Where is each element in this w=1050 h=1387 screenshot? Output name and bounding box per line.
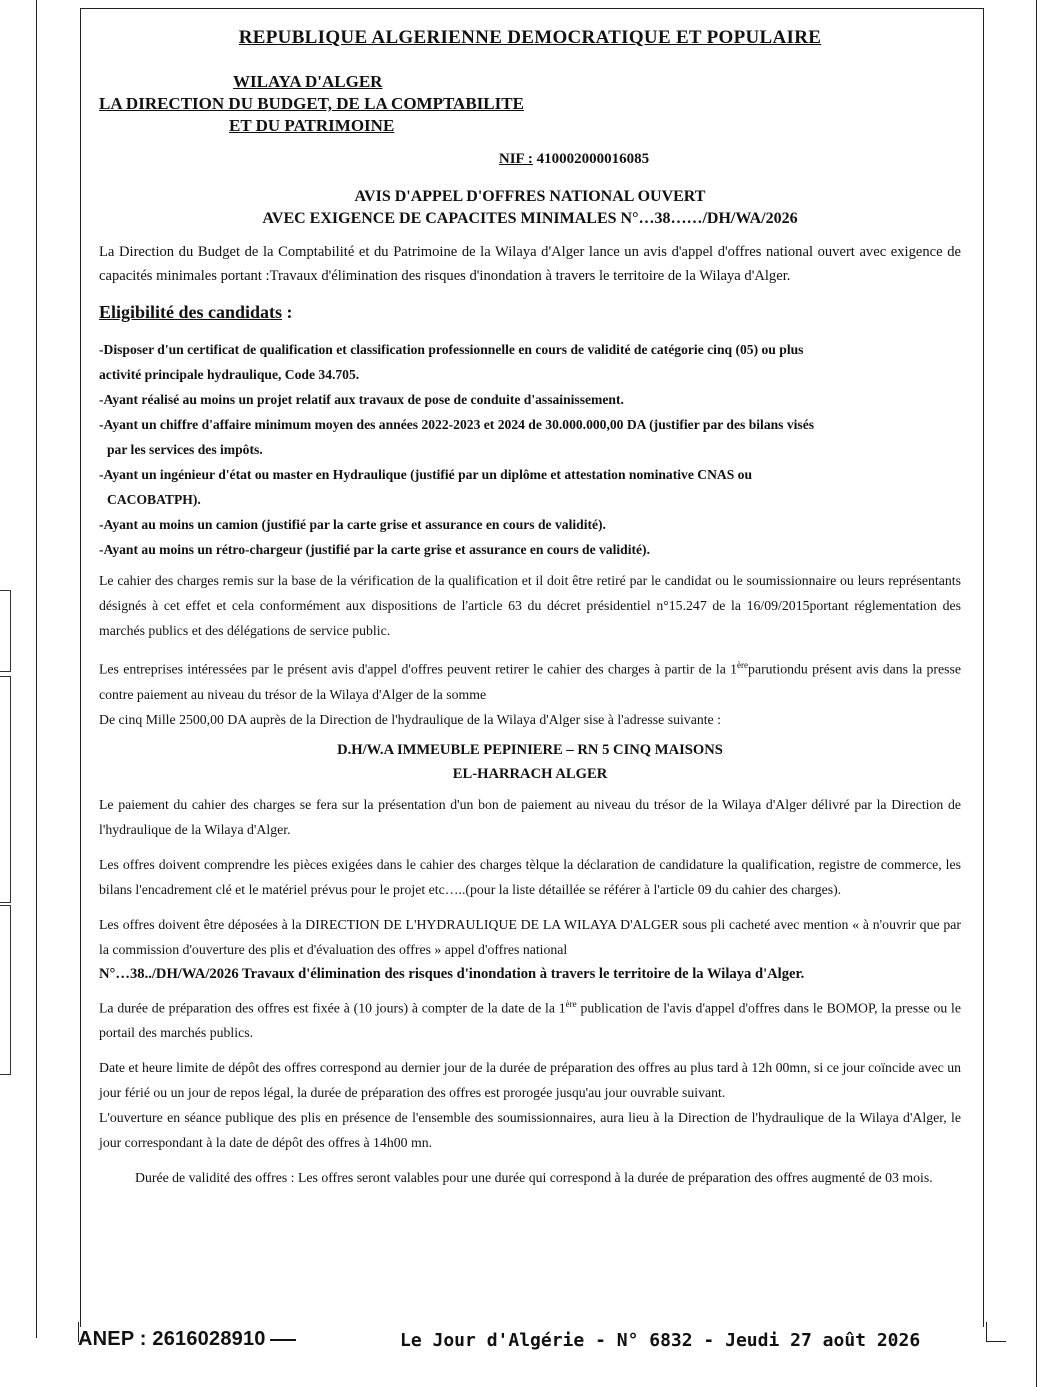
eligibility-heading-text: Eligibilité des candidats	[99, 302, 283, 322]
depot-paragraph: Les offres doivent être déposées à la DIRECTION DE L'HYDRAULIQUE DE LA WILAYA D'ALGER sous pli cacheté avec mention « à n'ouvrir que par la commission d'ouverture des plis et d'évaluation des offres » appel d'offres national	[99, 916, 961, 957]
republic-heading: REPUBLIQUE ALGERIENNE DEMOCRATIQUE ET POPULAIRE	[238, 27, 822, 48]
duree-superscript: ère	[565, 998, 577, 1009]
criterion-6: -Ayant au moins un rétro-chargeur (justifié par la carte grise et assurance en cours de validité).	[99, 542, 650, 557]
page-footer	[0, 1322, 1050, 1362]
notice-title-line1: AVIS D'APPEL D'OFFRES NATIONAL OUVERT	[354, 188, 706, 205]
address-line1: D.H/W.A IMMEUBLE PEPINIERE – RN 5 CINQ MAISONS	[337, 741, 723, 758]
issuer-block	[99, 71, 961, 137]
anep-dash	[270, 1339, 296, 1341]
validite-paragraph: Durée de validité des offres : Les offres seront valables pour une durée qui correspond à la durée de préparation des offres augmenté de 03 mois.	[135, 1170, 933, 1186]
ouverture-paragraph: L'ouverture en séance publique des plis en présence de l'ensemble des soumissionnaires, aura lieu à la Direction de l'hydraulique de la Wilaya d'Alger, le jour correspondant à la date de dépôt des offres à 14h00 mn.	[99, 1110, 961, 1151]
address-line2: EL-HARRACH ALGER	[452, 765, 608, 782]
left-edge-box	[0, 676, 11, 903]
notice-title	[99, 186, 961, 230]
criterion-4-cont: CACOBATPH).	[107, 492, 201, 507]
criterion-1: -Disposer d'un certificat de qualification et classification professionnelle en cours de validité de catégorie cinq (05) ou plus	[99, 342, 804, 357]
footer-corner-right	[986, 1322, 987, 1342]
pieces-paragraph: Les offres doivent comprendre les pièces exigées dans le cahier des charges tèlque la déclaration de candidature la qualification, registre de commerce, les bilans l'encadrement clé et le matériel prévus pour le projet etc…..(pour la liste détaillée se référer à l'article 09 du cahier des charges).	[99, 856, 961, 897]
footer-tick-right	[986, 1341, 1006, 1342]
anep-reference	[78, 1328, 296, 1351]
criterion-5: -Ayant au moins un camion (justifié par la carte grise et assurance en cours de validité).	[99, 517, 606, 532]
intro-paragraph: La Direction du Budget de la Comptabilité et du Patrimoine de la Wilaya d'Alger lance un avis d'appel d'offres national ouvert avec exigence de capacités minimales portant :Travaux d'élimination des risques d'inondation à travers le territoire de la Wilaya d'Alger.	[99, 244, 961, 284]
somme-paragraph: De cinq Mille 2500,00 DA auprès de la Direction de l'hydraulique de la Wilaya d'Alger sise à l'adresse suivante :	[99, 711, 721, 727]
criterion-1-cont: activité principale hydraulique, Code 34.705.	[99, 367, 360, 382]
direction-name: LA DIRECTION DU BUDGET, DE LA COMPTABILITE	[99, 94, 524, 113]
retrait-superscript: ère	[737, 660, 749, 670]
wilaya-name: WILAYA D'ALGER	[233, 72, 383, 91]
criterion-3: -Ayant un chiffre d'affaire minimum moyen des années 2022-2023 et 2024 de 30.000.000,00 DA (justifier par des bilans visés	[99, 417, 815, 432]
nif-value: 410002000016085	[532, 151, 650, 167]
nif-label: NIF :	[498, 151, 533, 167]
criterion-3-cont: par les services des impôts.	[107, 442, 263, 457]
criterion-4: -Ayant un ingénieur d'état ou master en Hydraulique (justifié par un diplôme et attestation nominative CNAS ou	[99, 467, 753, 482]
depot-reference: N°…38../DH/WA/2026 Travaux d'élimination des risques d'inondation à travers le territoire de la Wilaya d'Alger.	[99, 965, 805, 982]
retrait-text-b: parutiondu présent avis dans la presse contre paiement au niveau du trésor de la Wilaya d'Alger de la somme	[99, 661, 961, 702]
notice-content	[99, 27, 961, 1190]
anep-text: ANEP : 2616028910	[78, 1328, 266, 1350]
journal-line: Le Jour d'Algérie - N° 6832 - Jeudi 27 août 2026	[400, 1330, 921, 1351]
direction-name-cont: ET DU PATRIMOINE	[229, 116, 395, 135]
retrait-text-a: Les entreprises intéressées par le présent avis d'appel d'offres peuvent retirer le cahier des charges à partir de la 1	[99, 661, 738, 677]
notice-frame	[80, 8, 984, 1327]
limite-paragraph: Date et heure limite de dépôt des offres correspond au dernier jour de la durée de préparation des offres au plus tard à 12h 00mn, si ce jour coïncide avec un jour férié ou un jour de repos légal, la durée de préparation des offres est prorogée jusqu'au jour ouvrable suivant.	[99, 1060, 961, 1101]
address-block	[99, 738, 961, 786]
duree-text-a: La durée de préparation des offres est fixée à (10 jours) à compter de la date de la 1	[99, 1000, 566, 1016]
eligibility-colon: :	[282, 302, 293, 322]
right-page-edge	[1036, 0, 1037, 1387]
criterion-2: -Ayant réalisé au moins un projet relatif aux travaux de pose de conduite d'assainissement.	[99, 392, 624, 407]
duree-text-b: publication de l'avis d'appel d'offres dans le BOMOP, la presse ou le portail des marchés publics.	[99, 1000, 962, 1041]
duree-paragraph	[99, 992, 961, 1046]
cahier-paragraph: Le cahier des charges remis sur la base de la vérification de la qualification et il doit être retiré par le candidat ou le soumissionnaire ou leurs représentants désignés à cet effet et cela conformément aux dispositions de l'article 63 du décret présidentiel n°15.247 de la 16/09/2015portant réglementation des marchés publics et des délégations de service public.	[99, 573, 961, 638]
left-edge-box	[0, 905, 11, 1075]
paiement-paragraph: Le paiement du cahier des charges se fera sur la présentation d'un bon de paiement au niveau du trésor de la Wilaya d'Alger délivré par la Direction de l'hydraulique de la Wilaya d'Alger.	[99, 796, 961, 837]
nif-line	[99, 151, 961, 168]
eligibility-heading	[99, 302, 961, 323]
left-page-edge	[36, 0, 37, 1338]
retrait-paragraph	[99, 653, 961, 707]
left-edge-box	[0, 590, 11, 672]
criteria-list	[99, 337, 961, 562]
notice-title-line2: AVEC EXIGENCE DE CAPACITES MINIMALES N°…38……/DH/WA/2026	[262, 210, 798, 227]
